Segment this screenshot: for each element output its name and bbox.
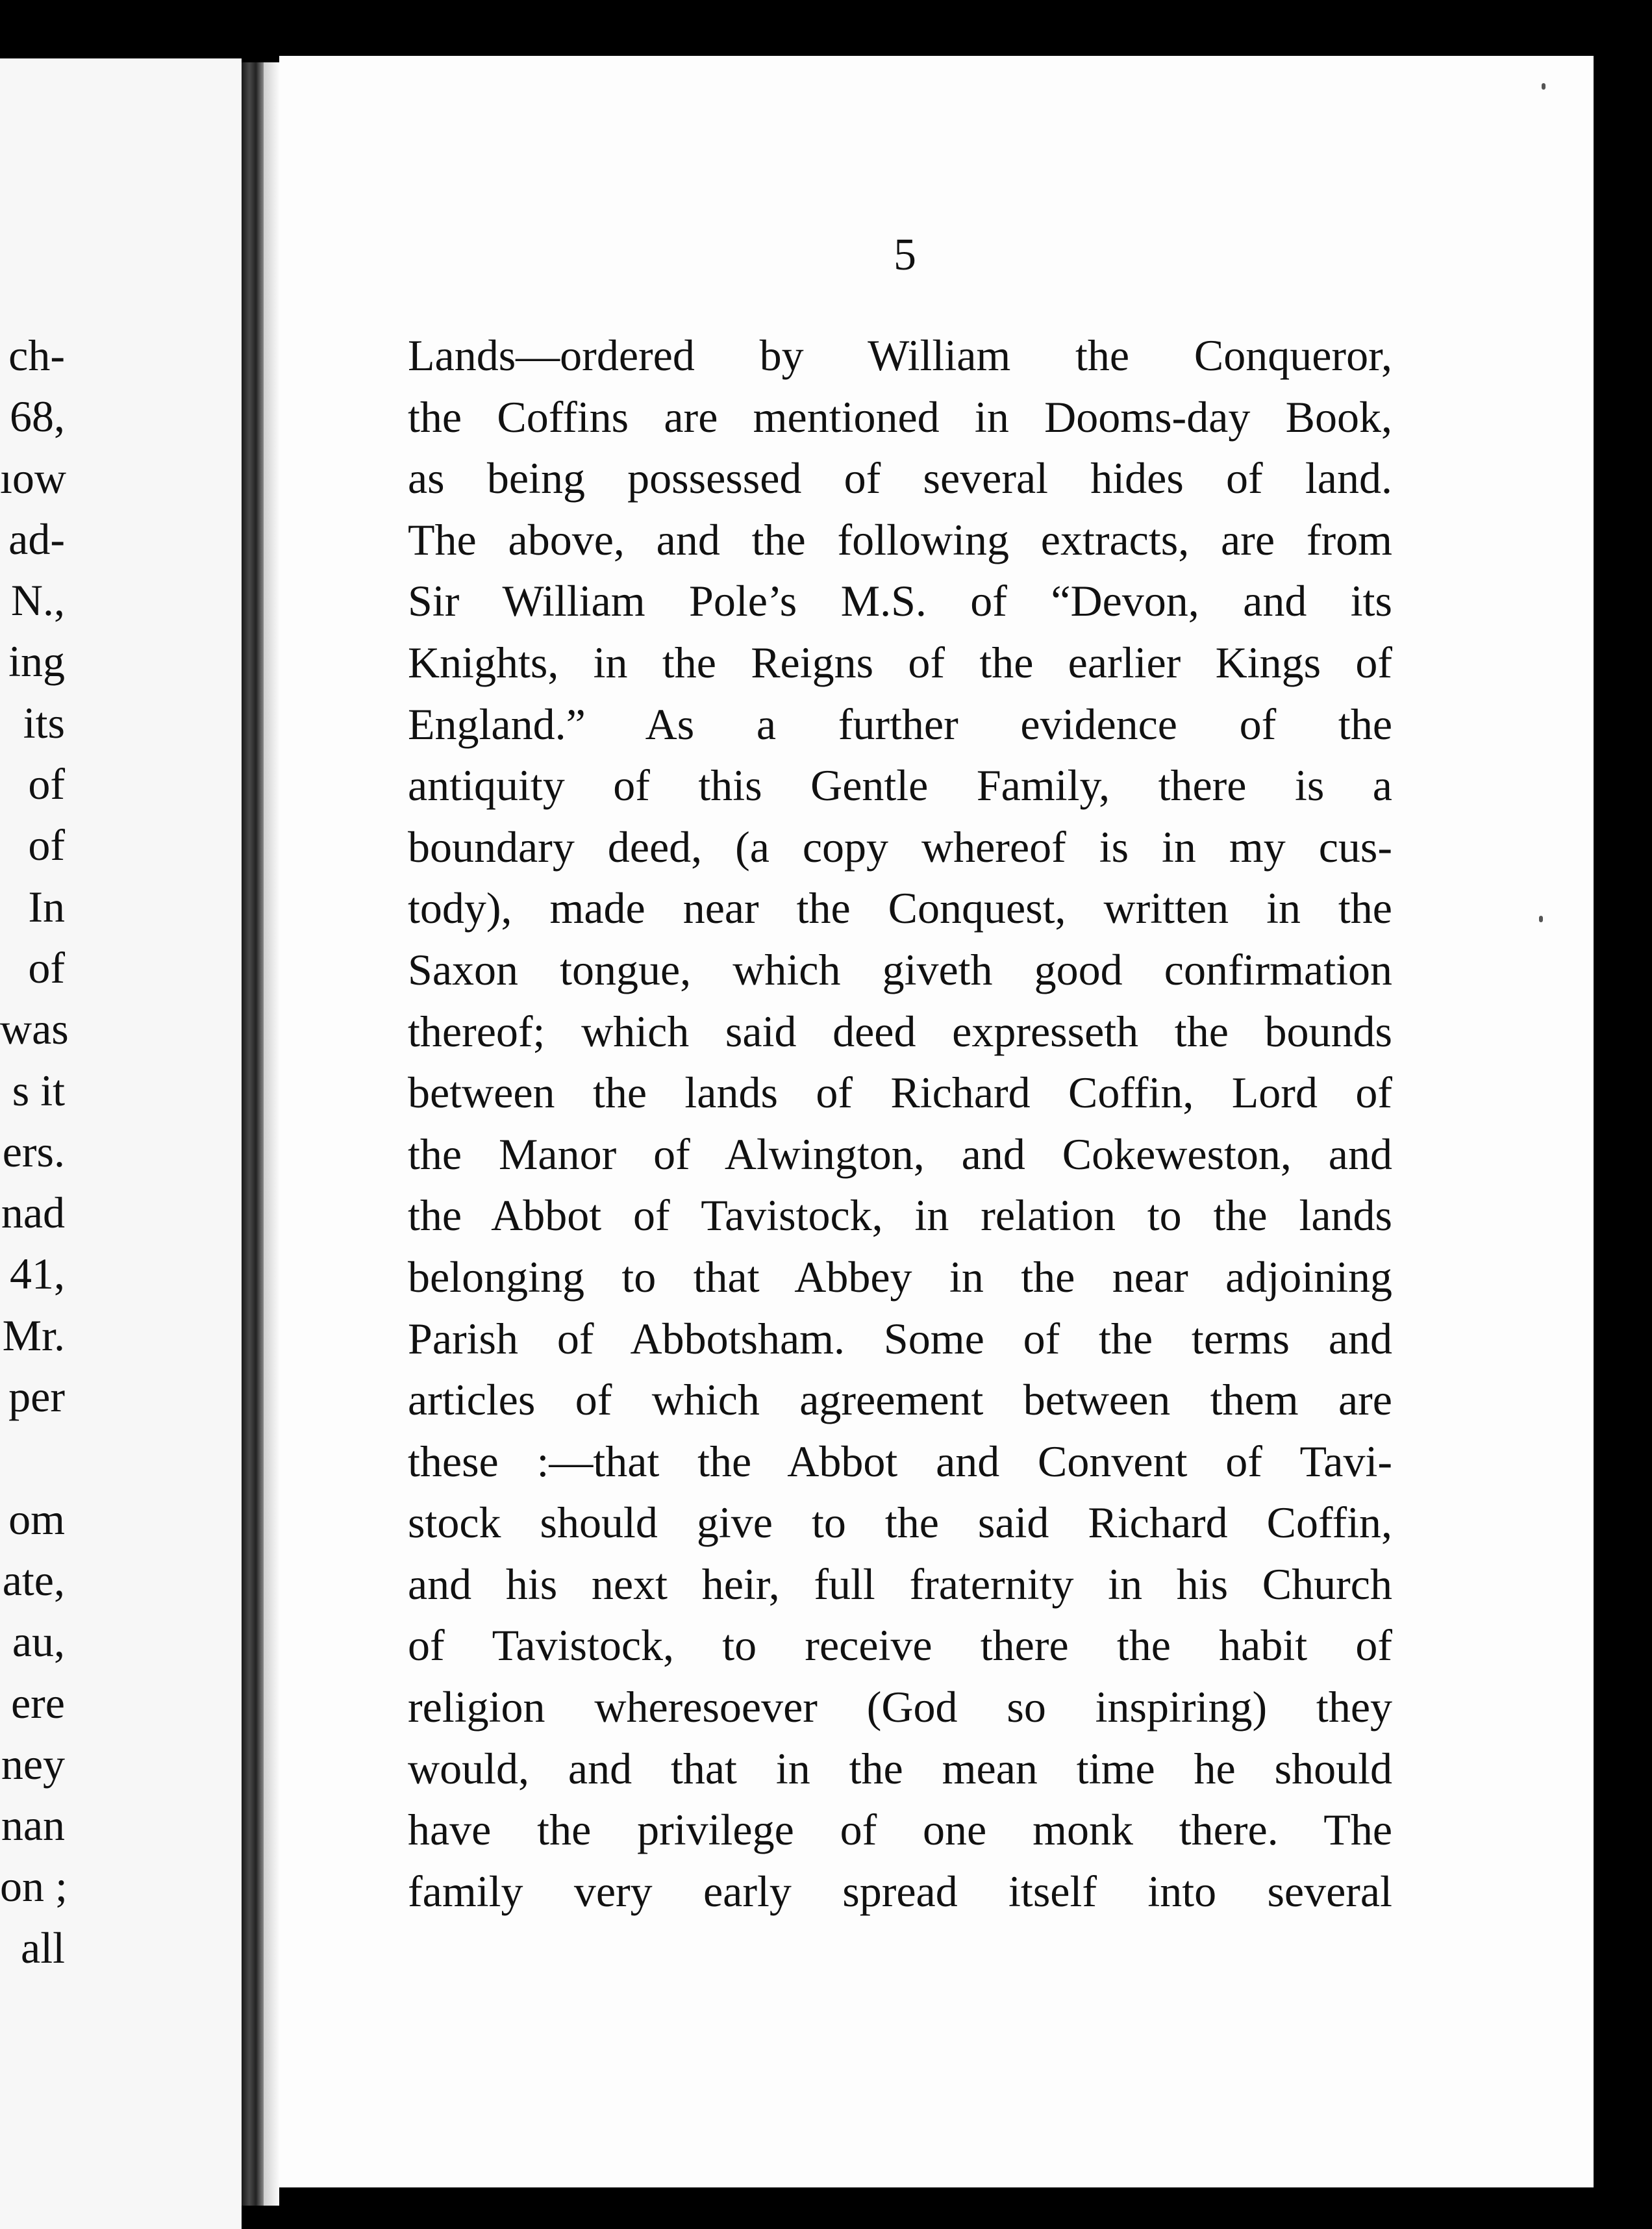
text-line: England.” As a further evidence of the: [408, 699, 1392, 749]
paper-speck: [1542, 83, 1546, 90]
fragment-line: of: [28, 759, 65, 809]
text-line: stock should give to the said Richard Coffin,: [408, 1498, 1392, 1548]
fragment-line: Mr.: [2, 1310, 65, 1360]
text-line: Knights, in the Reigns of the earlier Kings of: [408, 637, 1392, 687]
fragment-line: ers.: [2, 1126, 65, 1176]
text-line: these :—that the Abbot and Convent of Tavi-: [408, 1436, 1392, 1486]
text-line: Lands—ordered by William the Conqueror,: [408, 331, 1392, 380]
text-line: would, and that in the mean time he should: [408, 1743, 1392, 1793]
fragment-line: 41,: [10, 1249, 65, 1299]
fragment-line: ere: [10, 1678, 65, 1728]
text-line: of Tavistock, to receive there the habit of: [408, 1620, 1392, 1670]
text-line: and his next heir, full fraternity in his Church: [408, 1559, 1392, 1609]
fragment-line: of: [28, 820, 65, 870]
previous-page-fragment: [0, 58, 242, 2229]
text-line: belonging to that Abbey in the near adjoining: [408, 1252, 1392, 1302]
fragment-line: all: [21, 1922, 65, 1972]
paper-speck: [1539, 916, 1543, 922]
text-line: Parish of Abbotsham. Some of the terms and: [408, 1313, 1392, 1363]
text-line: between the lands of Richard Coffin, Lord of: [408, 1068, 1392, 1118]
text-line: antiquity of this Gentle Family, there is a: [408, 761, 1392, 811]
text-line: have the privilege of one monk there. The: [408, 1805, 1392, 1855]
fragment-line: nan: [1, 1800, 65, 1850]
text-line: religion wheresoever (God so inspiring) they: [408, 1682, 1392, 1732]
fragment-line: ad-: [8, 514, 65, 564]
text-line: the Abbot of Tavistock, in relation to the lands: [408, 1190, 1392, 1240]
fragment-line: 68,: [10, 392, 65, 442]
fragment-line: ch-: [8, 331, 65, 380]
text-line: family very early spread itself into several: [408, 1866, 1392, 1916]
gutter-shadow: [264, 62, 279, 2206]
text-line: articles of which agreement between them are: [408, 1375, 1392, 1425]
book-gutter: [242, 62, 264, 2206]
fragment-line: its: [23, 698, 65, 748]
page-number: 5: [894, 230, 916, 280]
page-body-text: [408, 325, 1392, 1922]
fragment-line: N.,: [10, 575, 65, 625]
fragment-line: In: [28, 881, 65, 931]
fragment-line: om: [8, 1494, 65, 1544]
fragment-line: nad: [1, 1188, 65, 1238]
text-line: as being possessed of several hides of land.: [408, 453, 1392, 503]
text-line: thereof; which said deed expresseth the bounds: [408, 1006, 1392, 1056]
paragraph-gap: [0, 1427, 65, 1488]
previous-page-text: [0, 325, 69, 1978]
fragment-line: au,: [12, 1617, 65, 1667]
fragment-line: ney: [1, 1739, 65, 1789]
text-line: the Coffins are mentioned in Dooms-day Book,: [408, 392, 1392, 442]
fragment-line: s it: [12, 1065, 65, 1115]
text-line: Sir William Pole’s M.S. of “Devon, and its: [408, 576, 1392, 626]
text-line: boundary deed, (a copy whereof is in my cus-: [408, 822, 1392, 872]
fragment-line: ate,: [2, 1555, 65, 1605]
text-line: tody), made near the Conquest, written in the: [408, 883, 1392, 933]
fragment-line: on ;: [0, 1861, 68, 1911]
fragment-line: of: [28, 942, 65, 992]
fragment-line: was: [0, 1004, 69, 1054]
text-line: the Manor of Alwington, and Cokeweston, and: [408, 1129, 1392, 1179]
fragment-line: ıow: [0, 453, 66, 503]
text-line: The above, and the following extracts, are from: [408, 514, 1392, 564]
fragment-line: ing: [8, 636, 65, 686]
text-line: Saxon tongue, which giveth good confirmation: [408, 944, 1392, 994]
fragment-line: per: [8, 1372, 65, 1422]
